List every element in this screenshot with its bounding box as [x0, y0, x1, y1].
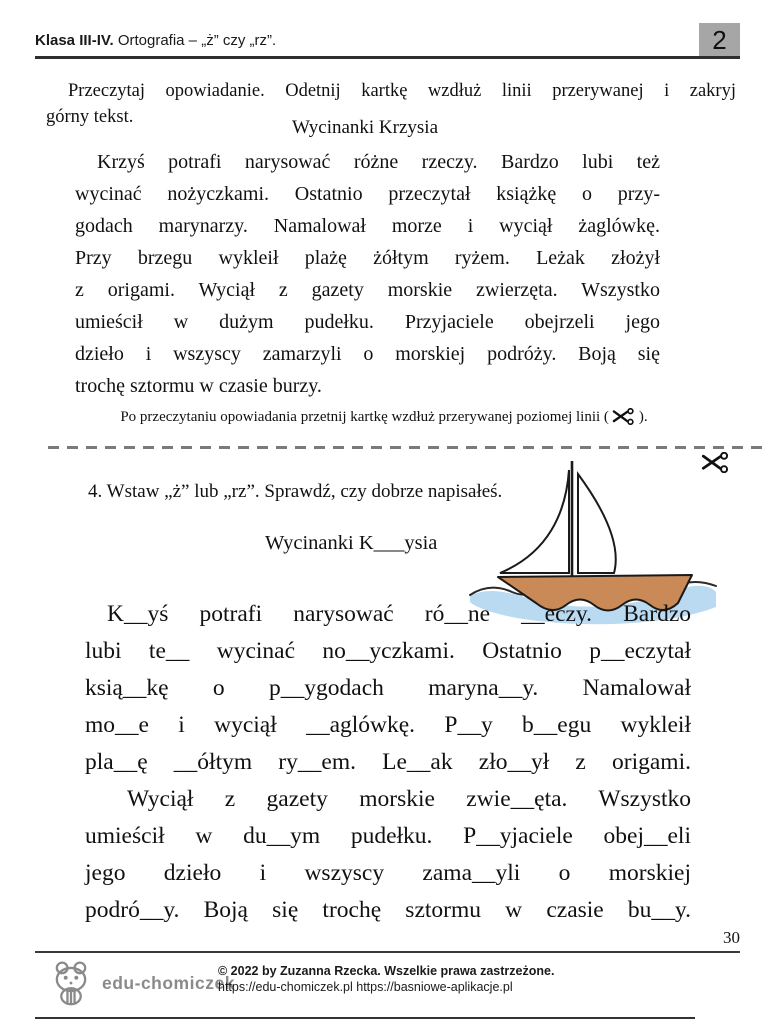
fill-in-paragraph	[85, 596, 691, 929]
credits-block	[218, 963, 554, 995]
fill-in-text-line: lubi te__ wycinać no__yczkami. Ostatnio p__eczytał	[85, 638, 691, 664]
header-topic-label: Ortografia – „ż” czy „rz”.	[113, 32, 277, 49]
fill-in-text-line: pla__ę __ółtym ry__em. Le__ak zło__ył z origami.	[85, 749, 691, 775]
page-badge: 2	[699, 23, 740, 57]
fill-in-text-line: Wyciął z gazety morskie zwie__ęta. Wszystko	[127, 786, 691, 812]
fill-in-text-line: mo__e i wyciął __aglówkę. P__y b__egu wykleił	[85, 712, 691, 738]
text-line: Krzyś potrafi narysować różne rzeczy. Bardzo lubi też	[97, 151, 660, 173]
page-number: 30	[723, 928, 740, 947]
text-line: Przy brzegu wykleił plażę żółtym ryżem. Leżak złożył	[75, 247, 660, 269]
text-line: z origami. Wyciął z gazety morskie zwierzęta. Wszystko	[75, 279, 660, 301]
copyright-text: © 2022 by Zuzanna Rzecka. Wszelkie prawa zastrzeżone.	[218, 964, 555, 978]
footer-links: https://edu-chomiczek.pl https://basniowe-aplikacje.pl	[218, 980, 513, 994]
cut-instruction	[0, 408, 768, 426]
header-class-label: Klasa III-IV.	[35, 32, 114, 49]
brand-block	[48, 960, 235, 1006]
dashed-cut-line	[48, 446, 768, 449]
fill-in-text-line: jego dzieło i wszyscy zama__yli o morskiej	[85, 860, 691, 886]
fill-in-text-line: ksią__kę o p__ygodach maryna__y. Namalował	[85, 675, 691, 701]
fill-in-text-line: K__yś potrafi narysować ró__ne __eczy. Bardzo	[107, 601, 691, 627]
cut-instruction-before: Po przeczytaniu opowiadania przetnij kartkę wzdłuż przerywanej poziomej linii (	[120, 409, 609, 425]
text-line: górny tekst.	[46, 107, 134, 127]
header-title	[35, 32, 276, 49]
text-line: dzieło i wszyscy zamarzyli o morskiej podróży. Boją się	[75, 343, 660, 365]
story-paragraph	[75, 146, 660, 402]
text-line: Przeczytaj opowiadanie. Odetnij kartkę wzdłuż linii przerywanej i zakryj	[68, 81, 736, 101]
left-sail	[500, 470, 569, 573]
text-line: godach marynarzy. Namalował morze i wyciął żaglówkę.	[75, 215, 660, 237]
brand-name: edu-chomiczek	[102, 972, 235, 993]
cut-instruction-after: ).	[638, 409, 648, 425]
story-title: Wycinanki Krzysia	[291, 117, 439, 138]
right-sail	[578, 474, 616, 573]
exercise-title: Wycinanki K___ysia	[265, 532, 438, 554]
bottom-rule	[35, 1017, 695, 1019]
scissors-icon	[612, 408, 636, 425]
fill-in-text-line: umieścił w du__ym pudełku. P__yjaciele obej__eli	[85, 823, 691, 849]
header-rule	[35, 56, 740, 59]
footer-rule	[35, 951, 740, 953]
text-line: trochę sztormu w czasie burzy.	[75, 375, 322, 397]
exercise-heading: 4. Wstaw „ż” lub „rz”. Sprawdź, czy dobrze napisałeś.	[88, 481, 503, 502]
hamster-logo-icon	[48, 960, 94, 1006]
text-line: wycinać nożyczkami. Ostatnio przeczytał książkę o przy-	[75, 183, 660, 205]
fill-in-text-line: podró__y. Boją się trochę sztormu w czasie bu__y.	[85, 897, 691, 923]
text-line: umieścił w dużym pudełku. Przyjaciele obejrzeli jego	[75, 311, 660, 333]
